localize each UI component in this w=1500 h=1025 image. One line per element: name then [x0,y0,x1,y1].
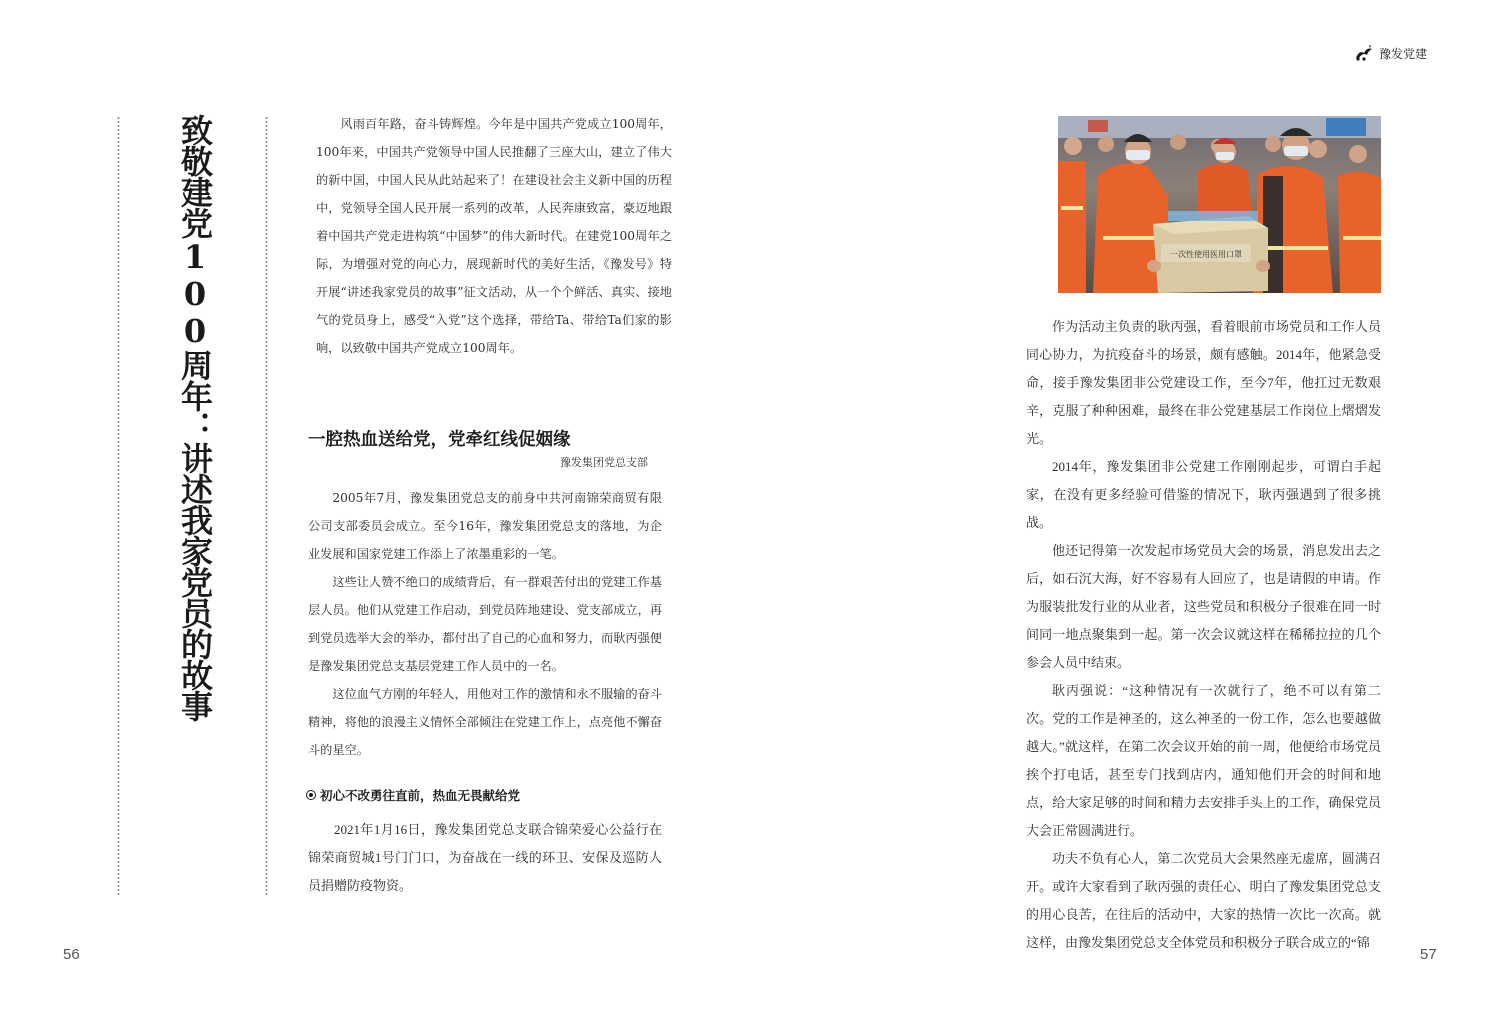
bullet-icon [306,790,316,800]
intro-paragraph: 风雨百年路，奋斗铸辉煌。今年是中国共产党成立100周年，100年来，中国共产党领导中国人民推翻了三座大山，建立了伟大的新中国，中国人民从此站起来了！在建设社会主义新中国的历程中，党领导全国人民开展一系列的改革，人民奔康致富，豪迈地跟着中国共产党走进构筑“中国梦”的伟大新时代。在建党100周年之际，为增强对党的向心力，展现新时代的美好生活，《豫发号》特开展“讲述我家党员的故事”征文活动，从一个个鲜活、真实、接地气的党员身上，感受“入党”这个选择，带给Ta、带给Ta们家的影响，以致敬中国共产党成立100周年。 [316,117,672,355]
section-heading: 一腔热血送给党，党牵红线促姻缘 [308,430,571,450]
page-number: 56 [63,946,80,963]
paragraph: 2021年1月16日，豫发集团党总支联合锦荣爱心公益行在锦荣商贸城1号门门口，为奋战在一线的环卫、安保及巡防人员捐赠防疫物资。 [308,822,662,893]
body-text [1026,313,1381,957]
donation-box [1153,211,1268,293]
subheading-label: 初心不改勇往直前，热血无畏献给党 [320,788,521,803]
paragraph: 这位血气方刚的年轻人，用他对工作的激情和永不服输的奋斗精神，将他的浪漫主义情怀全部倾注在党建工作上，点亮他不懈奋斗的星空。 [308,687,662,757]
body-text [308,484,662,764]
dotted-divider [265,116,268,896]
event-photo [1058,116,1381,293]
body-text [308,816,662,900]
paragraph: 功夫不负有心人，第二次党员大会果然座无虚席，圆满召开。或许大家看到了耿丙强的责任心、明白了豫发集团党总支的用心良苦，在往后的活动中，大家的热情一次比一次高。就这样，由豫发集团党总支全体党员和积极分子联合成立的“锦 [1026,851,1381,950]
paragraph: 2005年7月，豫发集团党总支的前身中共河南锦荣商贸有限公司支部委员会成立。至今16年，豫发集团党总支的落地，为企业发展和国家党建工作添上了浓墨重彩的一笔。 [308,491,662,561]
byline: 豫发集团党总支部 [560,456,648,469]
dotted-divider [117,116,120,896]
photo-illustration [1058,116,1381,293]
brand-header [1353,44,1427,62]
article-title: 致敬建党100周年：讲述我家党员的故事 [176,114,214,721]
paragraph: 他还记得第一次发起市场党员大会的场景，消息发出去之后，如石沉大海，好不容易有人回应了，也是请假的申请。作为服装批发行业的从业者，这些党员和积极分子很难在同一时间同一地点聚集到一起。第一次会议就这样在稀稀拉拉的几个参会人员中结束。 [1026,543,1381,670]
logo-icon [1353,44,1375,62]
paragraph: 作为活动主负责的耿丙强，看着眼前市场党员和工作人员同心协力，为抗疫奋斗的场景，颇有感触。2014年，他紧急受命，接手豫发集团非公党建设工作，至今7年，他扛过无数艰辛，克服了种种困难，最终在非公党建基层工作岗位上熠熠发光。 [1026,319,1381,446]
right-page [750,0,1500,1025]
box-label: 一次性使用医用口罩 [1170,250,1242,259]
paragraph: 这些让人赞不绝口的成绩背后，有一群艰苦付出的党建工作基层人员。他们从党建工作启动，到党员阵地建设、党支部成立，再到党员选举大会的举办，都付出了自己的心血和努力，而耿丙强便是豫发集团党总支基层党建工作人员中的一名。 [308,575,662,673]
brand-label: 豫发党建 [1379,46,1428,61]
paragraph: 耿丙强说：“这种情况有一次就行了，绝不可以有第二次。党的工作是神圣的，这么神圣的一份工作，怎么也要越做越大。”就这样，在第二次会议开始的前一周，他便给市场党员挨个打电话，甚至专门找到店内，通知他们开会的时间和地点，给大家足够的时间和精力去安排手头上的工作，确保党员大会正常圆满进行。 [1026,683,1381,838]
subheading [306,786,520,804]
paragraph: 2014年，豫发集团非公党建工作刚刚起步，可谓白手起家，在没有更多经验可借鉴的情况下，耿丙强遇到了很多挑战。 [1026,459,1381,530]
intro-text [316,110,672,362]
page-number: 57 [1420,946,1437,963]
